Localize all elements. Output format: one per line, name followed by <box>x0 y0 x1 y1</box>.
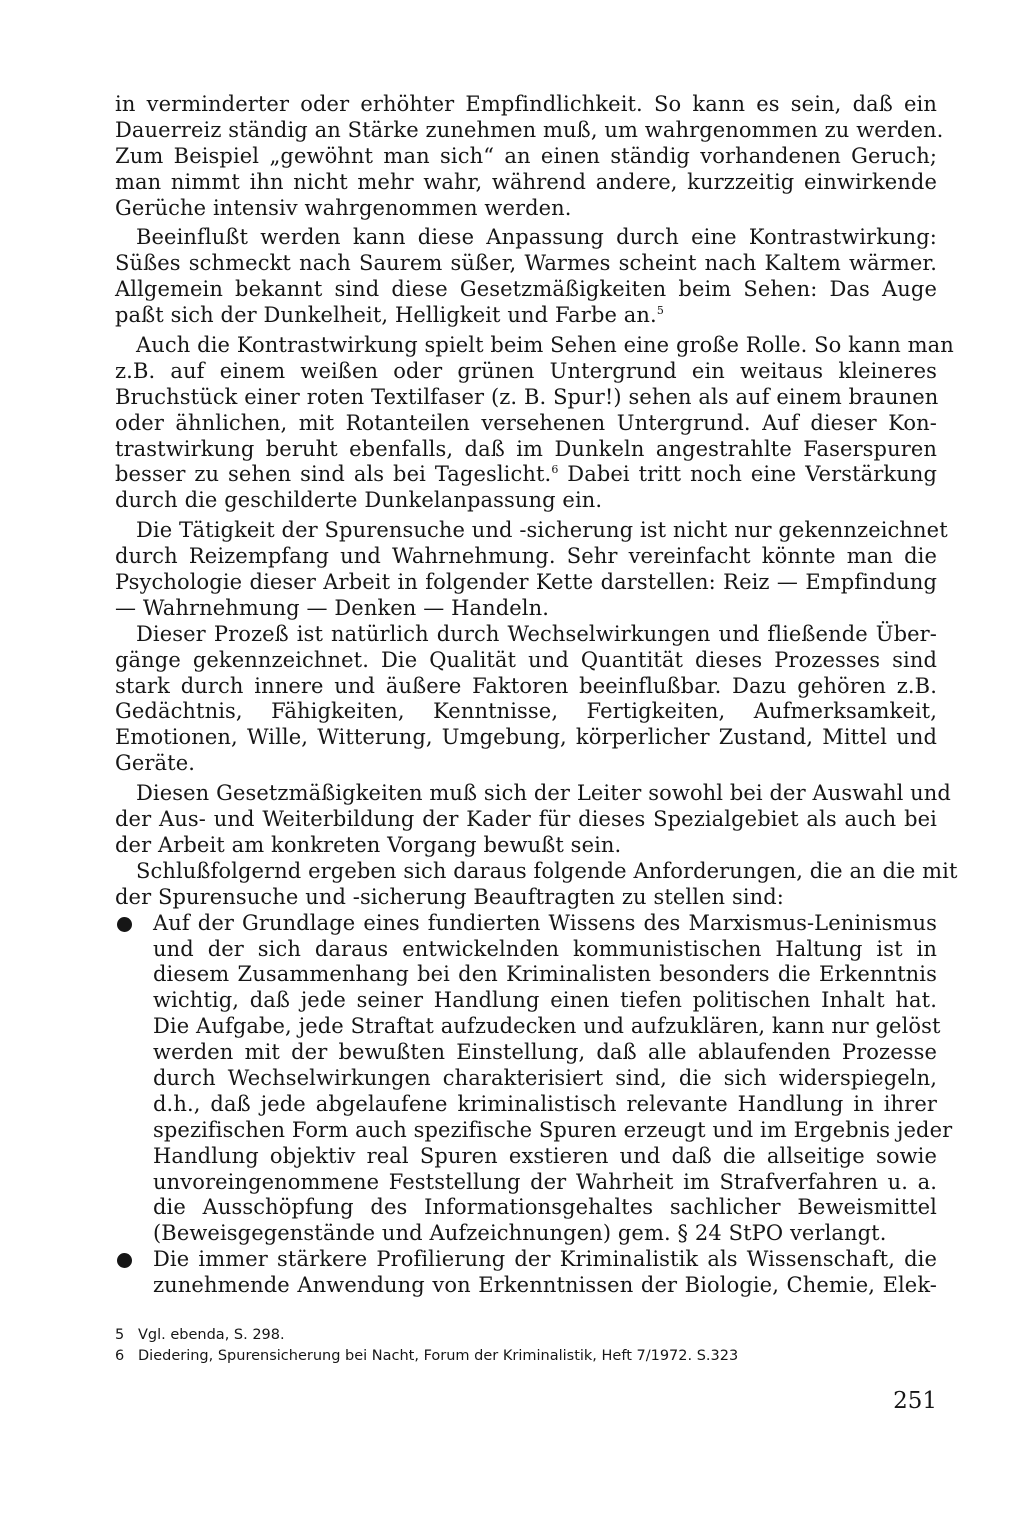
text-line: der Spurensuche und -sicherung Beauftragten zu stellen sind: <box>115 884 784 909</box>
text-line: z.B. auf einem weißen oder grünen Untergrund ein weitaus kleineres <box>115 358 937 383</box>
text-line-start: besser zu sehen sind als bei Tageslicht. <box>115 462 552 487</box>
bullet-item-1 <box>115 910 953 1248</box>
text-line: Dieser Prozeß ist natürlich durch Wechselwirkungen und fließende Über- <box>136 621 937 646</box>
text-line <box>115 911 937 937</box>
footnote-text: Vgl. ebenda, S. 298. <box>138 1327 285 1343</box>
bullet-dot-icon <box>117 1253 132 1268</box>
text-line <box>115 1247 937 1273</box>
text-line: Bruchstück einer roten Textilfaser (z. B. Spur!) sehen als auf einem braunen <box>115 384 939 409</box>
text-line-content: paßt sich der Dunkelheit, Helligkeit und Farbe an. <box>115 303 657 328</box>
bullet-item-2 <box>115 1247 937 1299</box>
text-line: der Arbeit am konkreten Vorgang bewußt sein. <box>115 832 622 857</box>
text-line: wichtig, daß jede seiner Handlung einen tiefen politischen Inhalt hat. <box>153 988 937 1013</box>
text-line: Geräte. <box>115 751 196 776</box>
text-line: Psychologie dieser Arbeit in folgender Kette darstellen: Reiz — Empfindung <box>115 570 937 595</box>
text-line: die Ausschöpfung des Informationsgehaltes sachlicher Beweismittel <box>153 1195 937 1220</box>
text-line: Die Aufgabe, jede Straftat aufzudecken und aufzuklären, kann nur gelöst <box>153 1014 941 1039</box>
paragraph-5 <box>115 622 937 777</box>
text-line: der Aus- und Weiterbildung der Kader für dieses Spezialgebiet als auch bei <box>115 807 937 832</box>
text-line: Dauerreiz ständig an Stärke zunehmen muß, um wahrgenommen zu werden. <box>115 117 944 142</box>
footnote-ref: 6 <box>551 463 559 477</box>
footnote-number: 6 <box>115 1348 125 1364</box>
page-body <box>115 92 958 1299</box>
paragraph-1 <box>115 92 944 221</box>
text-line: Auch die Kontrastwirkung spielt beim Sehen eine große Rolle. So kann man <box>136 333 954 358</box>
text-line: Beeinflußt werden kann diese Anpassung durch eine Kontrastwirkung: <box>136 225 937 250</box>
text-line: Handlung objektiv real Spuren exstieren und daß die allseitige sowie <box>153 1143 937 1168</box>
text-line: Gerüche intensiv wahrgenommen werden. <box>115 195 572 220</box>
bullet-dot-icon <box>117 917 132 932</box>
text-line-end: Dabei tritt noch eine Verstärkung <box>558 462 938 487</box>
text-line: Emotionen, Wille, Witterung, Umgebung, körperlicher Zustand, Mittel und <box>115 725 937 750</box>
text-line: Diesen Gesetzmäßigkeiten muß sich der Leiter sowohl bei der Auswahl und <box>136 781 951 806</box>
text-line: und der sich daraus entwickelnden kommunistischen Haltung ist in <box>153 936 937 961</box>
text-line: in verminderter oder erhöhter Empfindlichkeit. So kann es sein, daß ein <box>115 92 937 116</box>
text-line: durch Wechselwirkungen charakterisiert sind, die sich widerspiegeln, <box>153 1065 937 1090</box>
text-line: Süßes schmeckt nach Saurem süßer, Warmes scheint nach Kaltem wärmer. <box>115 251 937 276</box>
text-line: Zum Beispiel „gewöhnt man sich“ an einen ständig vorhandenen Geruch; <box>115 143 937 168</box>
footnote-number: 5 <box>115 1327 125 1343</box>
text-line <box>115 462 937 488</box>
footnote-text: Diedering, Spurensicherung bei Nacht, Forum der Kriminalistik, Heft 7/1972. S.323 <box>138 1348 739 1364</box>
text-line: werden mit der bewußten Einstellung, daß alle ablaufenden Prozesse <box>153 1040 937 1065</box>
text-line: Schlußfolgernd ergeben sich daraus folgende Anforderungen, die an die mit <box>136 858 958 883</box>
footnotes <box>115 1325 937 1367</box>
paragraph-7 <box>115 858 958 911</box>
text-line-content: Auf der Grundlage eines fundierten Wissens des Marxismus-Leninismus <box>153 910 937 935</box>
footnote <box>115 1325 937 1346</box>
text-line: stark durch innere und äußere Faktoren beeinflußbar. Dazu gehören z.B. <box>115 673 937 698</box>
text-line: unvoreingenommene Feststellung der Wahrheit im Strafverfahren u. a. <box>153 1169 937 1194</box>
text-line: Allgemein bekannt sind diese Gesetzmäßigkeiten beim Sehen: Das Auge <box>115 277 937 302</box>
text-line: spezifischen Form auch spezifische Spuren erzeugt und im Ergebnis jeder <box>153 1117 953 1142</box>
text-line: zunehmende Anwendung von Erkenntnissen der Biologie, Chemie, Elek- <box>153 1273 937 1298</box>
text-line: man nimmt ihn nicht mehr wahr, während andere, kurzzeitig einwirkende <box>115 169 937 194</box>
text-line-content: Die immer stärkere Profilierung der Kriminalistik als Wissenschaft, die <box>153 1247 937 1272</box>
page-number: 251 <box>893 1388 937 1414</box>
text-line: durch Reizempfang und Wahrnehmung. Sehr vereinfacht könnte man die <box>115 544 937 569</box>
text-line: durch die geschilderte Dunkelanpassung ein. <box>115 488 603 513</box>
text-line: diesem Zusammenhang bei den Kriminalisten besonders die Erkenntnis <box>153 962 937 987</box>
text-line: d.h., daß jede abgelaufene kriminalistisch relevante Handlung in ihrer <box>153 1091 937 1116</box>
text-line: Gedächtnis, Fähigkeiten, Kenntnisse, Fertigkeiten, Aufmerksamkeit, <box>115 699 937 724</box>
paragraph-2 <box>115 225 937 329</box>
footnote-ref: 5 <box>656 304 664 318</box>
footnote <box>115 1346 937 1367</box>
paragraph-6 <box>115 781 951 859</box>
text-line <box>115 303 937 329</box>
text-line: gänge gekennzeichnet. Die Qualität und Quantität dieses Prozesses sind <box>115 647 937 672</box>
paragraph-3 <box>115 333 954 514</box>
text-line: trastwirkung beruht ebenfalls, daß im Dunkeln angestrahlte Faserspuren <box>115 436 937 461</box>
text-line: Die Tätigkeit der Spurensuche und -sicherung ist nicht nur gekennzeichnet <box>136 518 948 543</box>
text-line: — Wahrnehmung — Denken — Handeln. <box>115 595 550 620</box>
text-line: oder ähnlichen, mit Rotanteilen versehenen Untergrund. Auf dieser Kon- <box>115 410 937 435</box>
text-line: (Beweisgegenstände und Aufzeichnungen) gem. § 24 StPO verlangt. <box>153 1221 887 1246</box>
paragraph-4 <box>115 518 948 622</box>
